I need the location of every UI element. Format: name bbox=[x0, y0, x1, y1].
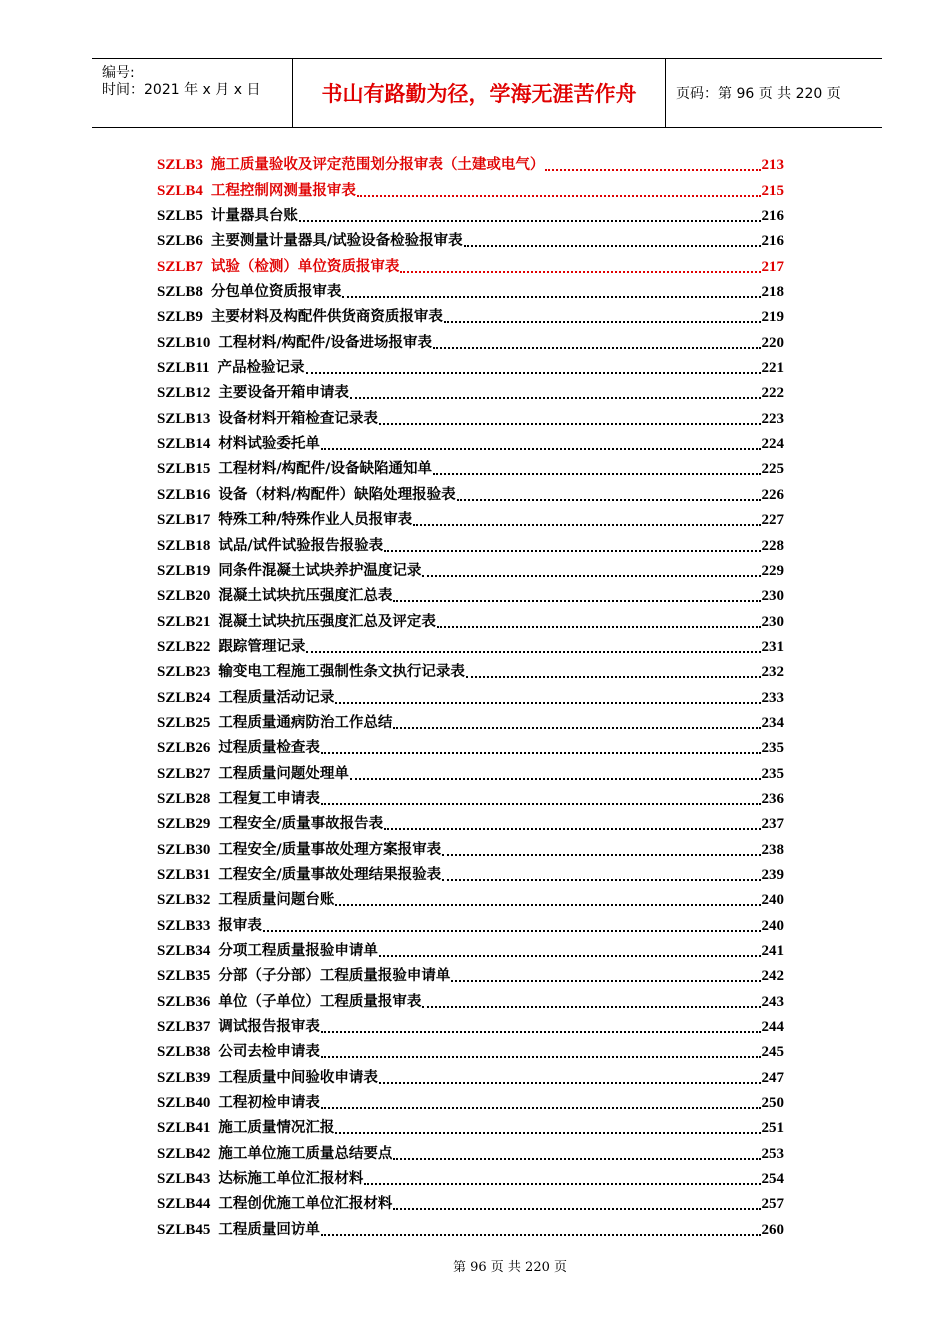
toc-entry-code: SZLB38 bbox=[157, 1044, 211, 1061]
toc-entry[interactable] bbox=[157, 707, 784, 732]
toc-entry[interactable] bbox=[157, 377, 784, 402]
toc-entry[interactable] bbox=[157, 352, 784, 377]
toc-entry-title: 施工质量情况汇报 bbox=[218, 1120, 335, 1137]
toc-entry[interactable] bbox=[157, 605, 784, 630]
toc-entry-page: 216 bbox=[761, 208, 784, 225]
toc-leader-dots bbox=[393, 586, 760, 602]
toc-entry-code: SZLB21 bbox=[157, 613, 211, 630]
toc-entry-page: 230 bbox=[761, 613, 784, 630]
toc-entry[interactable] bbox=[157, 909, 784, 934]
toc-entry-code: SZLB6 bbox=[157, 233, 203, 250]
toc-entry-page: 225 bbox=[761, 461, 784, 478]
toc-entry-title: 混凝土试块抗压强度汇总表 bbox=[218, 588, 393, 605]
header-time-label: 时间：2021 年 x 月 x 日 bbox=[102, 82, 261, 98]
toc-entry-title: 输变电工程施工强制性条文执行记录表 bbox=[218, 664, 465, 681]
toc-entry[interactable] bbox=[157, 833, 784, 858]
toc-entry-code: SZLB31 bbox=[157, 866, 211, 883]
toc-entry[interactable] bbox=[157, 276, 784, 301]
toc-entry-code: SZLB40 bbox=[157, 1095, 211, 1112]
toc-entry-title: 施工单位施工质量总结要点 bbox=[218, 1145, 393, 1162]
toc-entry-page: 240 bbox=[761, 892, 784, 909]
toc-leader-dots bbox=[413, 510, 760, 526]
toc-entry-page: 234 bbox=[761, 714, 784, 731]
toc-entry-page: 215 bbox=[761, 182, 784, 199]
toc-leader-dots bbox=[350, 764, 761, 780]
toc-entry[interactable] bbox=[157, 985, 784, 1010]
toc-entry-code: SZLB16 bbox=[157, 486, 211, 503]
toc-entry-page: 260 bbox=[761, 1221, 784, 1238]
toc-entry-title: 分项工程质量报验申请单 bbox=[218, 943, 378, 959]
toc-entry-code: SZLB29 bbox=[157, 816, 211, 833]
toc-leader-dots bbox=[321, 1042, 761, 1058]
toc-entry-page: 233 bbox=[761, 689, 784, 706]
toc-leader-dots bbox=[357, 181, 761, 197]
toc-entry-code: SZLB37 bbox=[157, 1019, 211, 1036]
toc-entry-code: SZLB26 bbox=[157, 740, 211, 757]
toc-entry-code: SZLB22 bbox=[157, 638, 211, 655]
toc-leader-dots bbox=[464, 231, 761, 247]
toc-entry-title: 工程安全/质量事故处理结果报验表 bbox=[218, 866, 442, 883]
toc-entry-code: SZLB36 bbox=[157, 993, 211, 1010]
toc-entry-code: SZLB19 bbox=[157, 562, 211, 579]
toc-entry-title: 工程质量问题台账 bbox=[218, 892, 335, 909]
toc-entry-code: SZLB13 bbox=[157, 410, 211, 427]
toc-entry[interactable] bbox=[157, 149, 784, 174]
toc-entry-code: SZLB42 bbox=[157, 1145, 211, 1162]
toc-leader-dots bbox=[321, 1093, 761, 1109]
toc-leader-dots bbox=[306, 358, 761, 374]
toc-entry-code: SZLB20 bbox=[157, 588, 211, 605]
toc-leader-dots bbox=[321, 434, 761, 450]
toc-entry-code: SZLB23 bbox=[157, 664, 211, 681]
toc-entry-page: 257 bbox=[761, 1196, 784, 1213]
toc-entry[interactable] bbox=[157, 859, 784, 884]
toc-entry-page: 239 bbox=[761, 866, 784, 883]
toc-entry[interactable] bbox=[157, 453, 784, 478]
toc-entry-code: SZLB5 bbox=[157, 208, 203, 225]
toc-leader-dots bbox=[342, 282, 760, 298]
toc-entry-page: 237 bbox=[761, 816, 784, 833]
toc-leader-dots bbox=[433, 333, 761, 349]
toc-entry-code: SZLB33 bbox=[157, 917, 211, 934]
toc-entry-page: 232 bbox=[761, 664, 784, 681]
toc-leader-dots bbox=[422, 561, 760, 577]
toc-entry[interactable] bbox=[157, 960, 784, 985]
toc-entry-page: 238 bbox=[761, 841, 784, 858]
toc-entry-page: 250 bbox=[761, 1095, 784, 1112]
toc-entry-page: 221 bbox=[761, 360, 784, 377]
toc-entry-title: 工程质量通病防治工作总结 bbox=[218, 714, 393, 731]
toc-entry[interactable] bbox=[157, 1011, 784, 1036]
toc-leader-dots bbox=[384, 814, 760, 830]
toc-entry[interactable] bbox=[157, 656, 784, 681]
toc-leader-dots bbox=[433, 459, 761, 475]
toc-entry[interactable] bbox=[157, 301, 784, 326]
toc-entry-page: 213 bbox=[761, 157, 784, 174]
toc-entry[interactable] bbox=[157, 555, 784, 580]
toc-leader-dots bbox=[321, 1017, 761, 1033]
toc-leader-dots bbox=[393, 713, 760, 729]
toc-entry[interactable] bbox=[157, 200, 784, 225]
toc-entry-title: 计量器具台账 bbox=[210, 208, 298, 225]
toc-leader-dots bbox=[299, 206, 761, 222]
toc-leader-dots bbox=[393, 1194, 760, 1210]
toc-entry-code: SZLB44 bbox=[157, 1196, 211, 1213]
toc-entry-code: SZLB7 bbox=[157, 258, 203, 275]
toc-entry-title: 工程质量中间验收申请表 bbox=[218, 1069, 378, 1086]
toc-entry[interactable] bbox=[157, 174, 784, 199]
toc-entry[interactable] bbox=[157, 783, 784, 808]
toc-entry-title: 特殊工种/特殊作业人员报审表 bbox=[218, 512, 413, 529]
toc-entry-code: SZLB12 bbox=[157, 385, 211, 402]
toc-entry-title: 调试报告报审表 bbox=[218, 1019, 320, 1036]
toc-leader-dots bbox=[335, 1118, 760, 1134]
toc-leader-dots bbox=[384, 536, 760, 552]
toc-entry-title: 试品/试件试验报告报验表 bbox=[218, 537, 384, 554]
toc-leader-dots bbox=[321, 738, 761, 754]
toc-entry-code: SZLB41 bbox=[157, 1120, 211, 1137]
toc-entry-page: 235 bbox=[761, 740, 784, 757]
toc-entry-page: 227 bbox=[761, 512, 784, 529]
toc-entry-page: 235 bbox=[761, 765, 784, 782]
toc-entry-page: 251 bbox=[761, 1120, 784, 1137]
toc-entry-title: 工程质量回访单 bbox=[218, 1221, 320, 1238]
toc-entry-title: 达标施工单位汇报材料 bbox=[218, 1171, 364, 1188]
toc-entry-title: 产品检验记录 bbox=[217, 360, 305, 377]
toc-entry-page: 247 bbox=[761, 1069, 784, 1086]
toc-entry-title: 同条件混凝土试块养护温度记录 bbox=[218, 562, 422, 579]
toc-entry[interactable] bbox=[157, 1061, 784, 1086]
toc-entry-code: SZLB11 bbox=[157, 360, 210, 377]
toc-entry-code: SZLB15 bbox=[157, 461, 211, 478]
toc-entry-title: 工程安全/质量事故报告表 bbox=[218, 816, 384, 833]
toc-entry-title: 工程质量活动记录 bbox=[218, 689, 335, 706]
toc-entry-code: SZLB14 bbox=[157, 436, 211, 453]
toc-entry-title: 工程材料/构配件/设备进场报审表 bbox=[218, 334, 432, 351]
toc-entry[interactable] bbox=[157, 478, 784, 503]
toc-entry-code: SZLB10 bbox=[157, 334, 211, 351]
toc-entry-page: 230 bbox=[761, 588, 784, 605]
toc-entry-title: 主要材料及构配件供货商资质报审表 bbox=[210, 309, 443, 326]
toc-entry-code: SZLB28 bbox=[157, 790, 211, 807]
toc-entry-page: 244 bbox=[761, 1019, 784, 1036]
toc-entry[interactable] bbox=[157, 935, 784, 960]
toc-entry-title: 跟踪管理记录 bbox=[218, 638, 306, 655]
toc-entry-title: 过程质量检查表 bbox=[218, 740, 320, 757]
toc-entry-title: 试验（检测）单位资质报审表 bbox=[210, 258, 400, 275]
toc-leader-dots bbox=[393, 1144, 760, 1160]
toc-entry[interactable] bbox=[157, 402, 784, 427]
toc-entry-page: 241 bbox=[761, 943, 784, 959]
toc-entry[interactable] bbox=[157, 681, 784, 706]
toc-leader-dots bbox=[364, 1169, 760, 1185]
toc-entry-page: 254 bbox=[761, 1171, 784, 1188]
toc-entry-title: 工程控制网测量报审表 bbox=[210, 182, 356, 199]
toc-leader-dots bbox=[442, 865, 760, 881]
toc-entry-page: 219 bbox=[761, 309, 784, 326]
toc-entry-code: SZLB25 bbox=[157, 714, 211, 731]
toc-entry-page: 231 bbox=[761, 638, 784, 655]
toc-entry[interactable] bbox=[157, 326, 784, 351]
table-of-contents bbox=[157, 149, 784, 1239]
toc-entry-title: 工程质量问题处理单 bbox=[218, 765, 349, 782]
toc-entry[interactable] bbox=[157, 504, 784, 529]
toc-entry-page: 253 bbox=[761, 1145, 784, 1162]
toc-entry-code: SZLB9 bbox=[157, 309, 203, 326]
header-motto: 书山有路勤为径，学海无涯苦作舟 bbox=[293, 59, 666, 127]
toc-entry[interactable] bbox=[157, 1163, 784, 1188]
toc-entry[interactable] bbox=[157, 250, 784, 275]
toc-entry-page: 243 bbox=[761, 993, 784, 1010]
toc-entry-page: 226 bbox=[761, 486, 784, 503]
toc-entry-title: 设备（材料/构配件）缺陷处理报验表 bbox=[218, 486, 456, 503]
toc-entry-code: SZLB35 bbox=[157, 968, 211, 985]
toc-entry-code: SZLB43 bbox=[157, 1171, 211, 1188]
toc-entry-page: 216 bbox=[761, 233, 784, 250]
toc-leader-dots bbox=[545, 155, 760, 171]
toc-entry[interactable] bbox=[157, 1137, 784, 1162]
toc-entry-title: 工程材料/构配件/设备缺陷通知单 bbox=[218, 461, 432, 478]
header-number-label: 编号: bbox=[102, 65, 135, 81]
toc-leader-dots bbox=[350, 383, 761, 399]
toc-leader-dots bbox=[379, 409, 761, 425]
toc-leader-dots bbox=[379, 941, 761, 957]
toc-entry-code: SZLB30 bbox=[157, 841, 211, 858]
toc-leader-dots bbox=[437, 612, 761, 628]
toc-entry-code: SZLB8 bbox=[157, 284, 203, 301]
toc-entry-code: SZLB4 bbox=[157, 182, 203, 199]
toc-entry[interactable] bbox=[157, 808, 784, 833]
page-header bbox=[92, 58, 882, 128]
toc-leader-dots bbox=[335, 688, 760, 704]
toc-entry-code: SZLB27 bbox=[157, 765, 211, 782]
toc-entry-title: 工程安全/质量事故处理方案报审表 bbox=[218, 841, 442, 858]
toc-entry-code: SZLB3 bbox=[157, 157, 203, 174]
toc-entry-title: 主要设备开箱申请表 bbox=[218, 385, 349, 402]
toc-leader-dots bbox=[306, 637, 760, 653]
toc-entry-title: 主要测量计量器具/试验设备检验报审表 bbox=[210, 233, 463, 250]
toc-entry-code: SZLB17 bbox=[157, 512, 211, 529]
toc-entry-page: 218 bbox=[761, 284, 784, 301]
toc-leader-dots bbox=[321, 1220, 761, 1236]
toc-entry-title: 工程初检申请表 bbox=[218, 1095, 320, 1112]
toc-entry[interactable] bbox=[157, 225, 784, 250]
toc-entry-page: 242 bbox=[761, 968, 784, 985]
toc-entry-page: 245 bbox=[761, 1044, 784, 1061]
toc-entry-page: 228 bbox=[761, 537, 784, 554]
toc-entry-title: 分包单位资质报审表 bbox=[210, 284, 342, 301]
toc-leader-dots bbox=[444, 307, 761, 323]
toc-entry[interactable] bbox=[157, 1036, 784, 1061]
toc-entry[interactable] bbox=[157, 580, 784, 605]
toc-leader-dots bbox=[335, 890, 760, 906]
toc-leader-dots bbox=[457, 485, 761, 501]
toc-entry-title: 公司去检申请表 bbox=[218, 1044, 320, 1061]
toc-entry[interactable] bbox=[157, 1188, 784, 1213]
toc-entry-title: 报审表 bbox=[218, 917, 262, 934]
toc-entry-title: 工程复工申请表 bbox=[218, 790, 320, 807]
toc-entry-page: 236 bbox=[761, 790, 784, 807]
toc-entry-code: SZLB45 bbox=[157, 1221, 211, 1238]
page-footer: 第 96 页 共 220 页 bbox=[452, 1260, 568, 1275]
toc-leader-dots bbox=[321, 789, 761, 805]
toc-entry[interactable] bbox=[157, 732, 784, 757]
toc-entry-code: SZLB32 bbox=[157, 892, 211, 909]
toc-entry-page: 240 bbox=[761, 917, 784, 934]
toc-entry-page: 217 bbox=[761, 258, 784, 275]
toc-entry-code: SZLB18 bbox=[157, 537, 211, 554]
toc-entry-code: SZLB24 bbox=[157, 689, 211, 706]
toc-entry-title: 单位（子单位）工程质量报审表 bbox=[218, 993, 422, 1010]
toc-leader-dots bbox=[442, 840, 760, 856]
toc-leader-dots bbox=[466, 662, 761, 678]
toc-entry-code: SZLB39 bbox=[157, 1069, 211, 1086]
toc-leader-dots bbox=[400, 257, 760, 273]
toc-entry-title: 施工质量验收及评定范围划分报审表（土建或电气） bbox=[210, 157, 545, 174]
toc-entry[interactable] bbox=[157, 1112, 784, 1137]
toc-leader-dots bbox=[263, 916, 761, 932]
toc-leader-dots bbox=[379, 1068, 761, 1084]
toc-entry[interactable] bbox=[157, 884, 784, 909]
toc-leader-dots bbox=[422, 992, 760, 1008]
toc-entry[interactable] bbox=[157, 428, 784, 453]
header-page-label: 页码：第 96 页 共 220 页 bbox=[676, 86, 841, 102]
toc-entry-title: 工程创优施工单位汇报材料 bbox=[218, 1196, 393, 1213]
toc-entry-page: 222 bbox=[761, 385, 784, 402]
toc-entry-code: SZLB34 bbox=[157, 943, 211, 959]
toc-entry-title: 材料试验委托单 bbox=[218, 436, 320, 453]
toc-entry[interactable] bbox=[157, 631, 784, 656]
toc-leader-dots bbox=[451, 966, 760, 982]
toc-entry-page: 229 bbox=[761, 562, 784, 579]
header-meta bbox=[92, 59, 293, 127]
toc-entry[interactable] bbox=[157, 1087, 784, 1112]
toc-entry-page: 220 bbox=[761, 334, 784, 351]
toc-entry[interactable] bbox=[157, 1213, 784, 1238]
toc-entry-title: 设备材料开箱检查记录表 bbox=[218, 410, 378, 427]
toc-entry[interactable] bbox=[157, 757, 784, 782]
toc-entry-page: 224 bbox=[761, 436, 784, 453]
toc-entry-page: 223 bbox=[761, 410, 784, 427]
toc-entry-title: 混凝土试块抗压强度汇总及评定表 bbox=[218, 613, 436, 630]
toc-entry[interactable] bbox=[157, 529, 784, 554]
toc-entry-title: 分部（子分部）工程质量报验申请单 bbox=[218, 968, 451, 985]
